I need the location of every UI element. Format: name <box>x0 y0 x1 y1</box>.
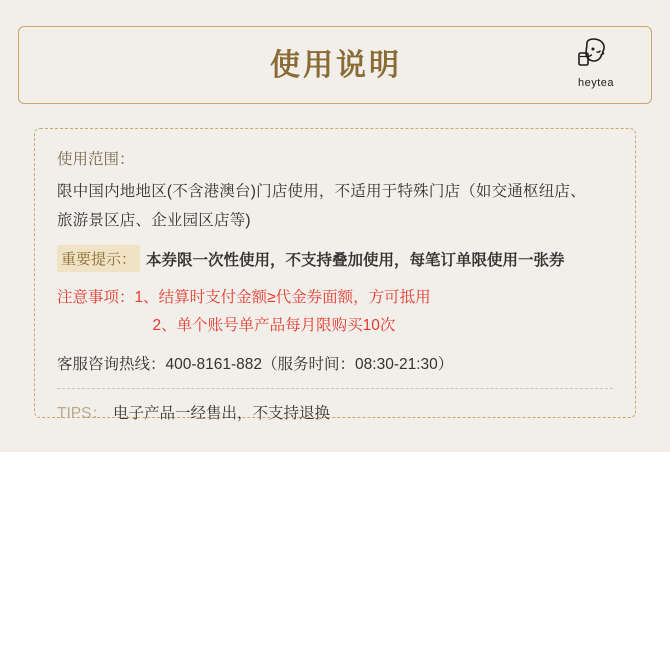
hotline-text: 客服咨询热线：400-8161-882（服务时间：08:30-21:30） <box>57 356 454 373</box>
brand-logo <box>559 37 633 95</box>
divider <box>57 388 613 389</box>
header-banner <box>18 26 652 104</box>
important-row <box>57 245 613 272</box>
scope-line-2: 旅游景区店、企业园区店等) <box>57 212 251 229</box>
notice-item-1: 1、结算时支付金额≥代金券面额，方可抵用 <box>134 289 431 306</box>
notice-label: 注意事项： <box>57 289 135 306</box>
notice-list <box>135 284 431 340</box>
brand-name: heytea <box>577 77 615 89</box>
tips-label: TIPS： <box>57 405 107 422</box>
instruction-box <box>34 128 636 422</box>
tips-row <box>57 401 613 423</box>
scope-label: 使用范围： <box>57 151 135 168</box>
page-title: 使用说明 <box>270 49 402 82</box>
scope-line-1: 限中国内地地区(不含港澳台)门店使用，不适用于特殊门店（如交通枢纽店、 <box>57 183 586 200</box>
notice-row <box>57 284 613 340</box>
notice-item-2: 2、单个账号单产品每月限购买10次 <box>152 317 396 334</box>
tips-text: 电子产品一经售出，不支持退换 <box>112 405 330 422</box>
important-text: 本券限一次性使用，不支持叠加使用，每笔订单限使用一张券 <box>146 251 565 269</box>
important-tag: 重要提示： <box>57 245 140 272</box>
heytea-face-icon <box>559 37 633 77</box>
